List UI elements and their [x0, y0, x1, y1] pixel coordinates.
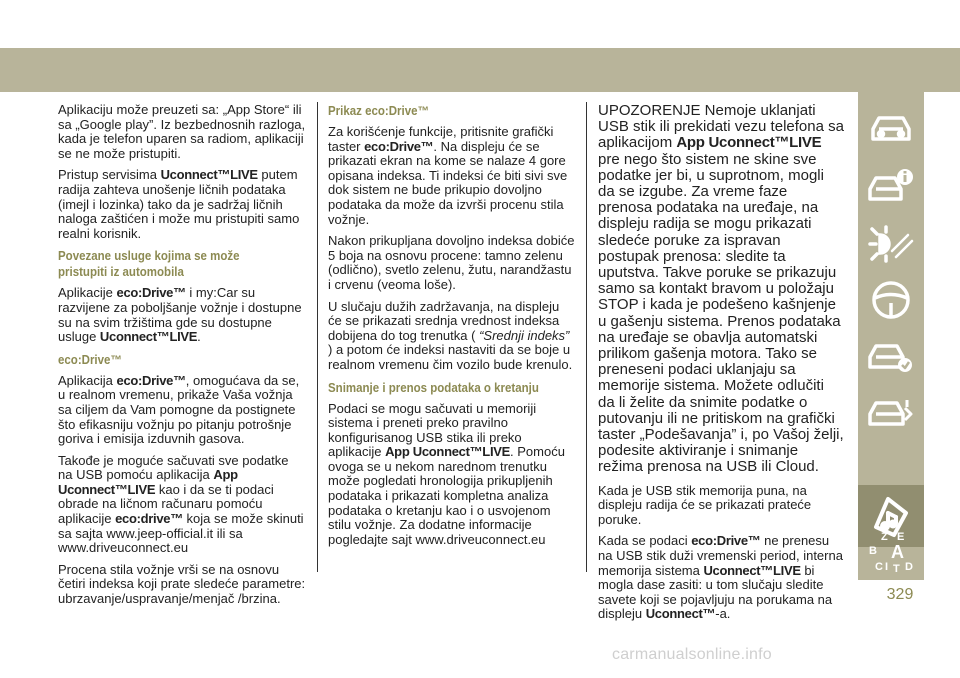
paragraph: Nakon prikupljana dovoljno indeksa dobiće 5 boja na osnovu procene: tamno zelenu (odlično), svetlo zelenu, žutu, narandžastu i crvenu (veoma loše). [328, 233, 575, 292]
tab-car[interactable] [858, 100, 924, 157]
text: bi mogla dase zasiti: u tom slučaju sledite savete koji se pojavljuju na porukama na displeju [598, 562, 833, 622]
paragraph [58, 286, 306, 344]
index-letter: T [893, 562, 900, 574]
brand-term: eco:Drive™ [116, 285, 186, 301]
car-service-icon [867, 337, 915, 377]
brand-term: Uconnect™LIVE [160, 167, 258, 183]
index-letter: E [897, 530, 905, 543]
steering-wheel-icon [870, 279, 912, 321]
text: . Na displeju će se prikazati ekran na kome se nalaze 4 gore opisana indeksa. Ti indeksi će biti sivi sve dok sistem ne bude prikupio dovoljno podataka da može da izvrši procenu stila vožnje. [328, 138, 568, 227]
text: -a. [715, 606, 731, 622]
paragraph [328, 300, 576, 373]
brand-term: eco:Drive™ [116, 372, 186, 388]
paragraph [58, 374, 306, 447]
brand-term: App Uconnect™LIVE [676, 134, 822, 152]
tab-car-info[interactable] [858, 157, 924, 214]
car-info-icon [867, 167, 915, 205]
column-1 [58, 103, 306, 614]
section-heading: eco:Drive™ [58, 352, 122, 367]
text: ) a potom će indeksi nastaviti da se boje u realnom vremenu čim vozilo bude krenulo. [328, 342, 573, 372]
text: U slučaju dužih zadržavanja, na displeju će se prikazati srednja vrednost indeksa dobijena do tog trenutka ( [328, 298, 560, 343]
brand-term: eco:Drive™ [364, 138, 434, 154]
paragraph: Procena stila vožnje vrši se na osnovu četiri indeksa koji prate sledeće parametre: ubrzavanje/uspravanje/menjač /brzina. [58, 561, 306, 607]
brand-term: App Uconnect™LIVE [58, 467, 238, 497]
tab-tow[interactable] [858, 385, 924, 442]
column-divider [317, 102, 318, 572]
index-letter: B [869, 544, 877, 557]
text: , omogućava da se, u realnom vremenu, prikaže Vaša vožnja sa ciljem da Vam pomogne da postignete što efikasniju vožnju po pitanju potrošnje goriva i emisija izduvnih gasova. [58, 372, 300, 447]
text: Aplikacije [58, 285, 117, 301]
index-letter: D [905, 560, 913, 573]
tab-index[interactable] [858, 522, 924, 579]
brand-term: Uconnect™LIVE [99, 329, 198, 345]
paragraph [58, 168, 306, 241]
column-3 [598, 103, 844, 629]
italic-term: “Srednji indeks” [479, 327, 570, 343]
car-icon [868, 111, 914, 147]
top-band [0, 48, 960, 92]
text: Pristup servisima [58, 167, 161, 183]
brand-term: App Uconnect™LIVE [385, 444, 511, 460]
paragraph: Kada je USB stik memorija puna, na displeju radija će se prikazati prateće poruke. [598, 482, 812, 527]
chapter-tabs [858, 92, 924, 580]
text: ne prenesu na USB stik duži vremenski period, interna memorija sistema [598, 533, 843, 578]
text: Podaci se mogu sačuvati u memoriji sistema i preneti preko pravilno konfigurisanog USB stika ili preko aplikacije [328, 400, 537, 460]
tab-warning-lights[interactable] [858, 214, 924, 271]
tab-steering[interactable] [858, 271, 924, 328]
text: putem radija zahteva unošenje ličnih podataka (imejl i lozinka) tako da je sadržaj ličnih naloga zaštićen i može mu pristupiti samo realni korisnik. [58, 167, 300, 241]
text: Kada se podaci [598, 533, 692, 549]
text: Takođe je moguće sačuvati sve podatke na USB pomoću aplikacija [58, 452, 289, 483]
index-letter: Z [881, 530, 888, 543]
page-number: 329 [886, 586, 914, 603]
warning-paragraph [598, 103, 844, 476]
paragraph: Aplikaciju može preuzeti sa: „App Store“ ili sa „Google play”. Iz bezbednosnih razloga, kada je telefon uparen sa radiom, aplikaciji se ne može pristupiti. [58, 102, 306, 161]
section-heading: Prikaz eco:Drive™ [328, 104, 429, 118]
warning-light-icon [868, 223, 914, 263]
text: Za korišćenje funkcije, pritisnite grafički taster [328, 124, 554, 154]
watermark: carmanualsonline.info [612, 646, 772, 663]
text: i my:Car su razvijene za poboljšanje vožnje i dostupne su na svim tržištima gde su dostupne usluge [58, 285, 302, 345]
tow-car-icon [867, 394, 915, 434]
text: . [197, 329, 201, 345]
index-letter: I [885, 560, 889, 573]
column-2 [328, 103, 576, 554]
text: UPOZORENJE Nemoje uklanjati USB stik ili prekidati vezu telefona sa aplikacijom [598, 102, 844, 152]
index-letter: C [875, 560, 883, 573]
text: Aplikacija [58, 372, 117, 388]
text: kao i da se ti podaci obrade na ličnom računaru pomoću aplikacije [58, 481, 274, 527]
index-letter: A [891, 541, 904, 562]
paragraph [598, 534, 844, 622]
text: koja se može skinuti sa sajta www.jeep-official.it ili sa www.driveuconnect.eu [58, 511, 304, 556]
column-divider [586, 102, 587, 572]
paragraph [328, 125, 576, 227]
brand-term: Uconnect™ [645, 606, 716, 622]
brand-term: eco:Drive™ [691, 533, 761, 549]
section-heading: Povezane usluge kojima se može pristupiti iz automobila [58, 249, 240, 280]
paragraph [58, 454, 306, 556]
index-letters-icon [865, 528, 917, 574]
text: pre nego što sistem ne skine sve podatke jer bi, u suprotnom, mogli da se izgube. Za vreme faze prenosa podataka na uređaje, na displeju radija se mogu prikazati sledeće poruke za ispravan postupak prenosa: sledite ta uputstva. Takve poruke se prikazuju samo sa kontakt bravom u položaju STOP i kada je podešeno kašnjenje u gašenju sistema. Prenos podataka na uređaje se obavlja automatski prilikom gašenja motora. Tako se preneseni podaci uklanjaju sa memorije sistema. Možete odlučiti da li želite da snimite podatke o putovanju ili ne pritiskom na grafički taster „Podešavanja” i, po Vašoj želji, podesite aktiviranje i snimanje režima prenosa na USB ili Cloud. [598, 150, 844, 476]
section-heading: Snimanje i prenos podataka o kretanju [328, 380, 539, 395]
tab-car-service[interactable] [858, 328, 924, 385]
paragraph [328, 402, 576, 548]
brand-term: Uconnect™LIVE [703, 562, 801, 578]
text: . Pomoću ovoga se u nekom narednom trenutku može pogledati hronologija prikupljenih podataka i prikazati kompletna analiza podataka o kretanju kao i o usvojenom stilu vožnje. Za dodatne informacije pogledajte sajt www.driveuconnect.eu [328, 444, 565, 547]
brand-term: eco:drive™ [115, 511, 183, 527]
